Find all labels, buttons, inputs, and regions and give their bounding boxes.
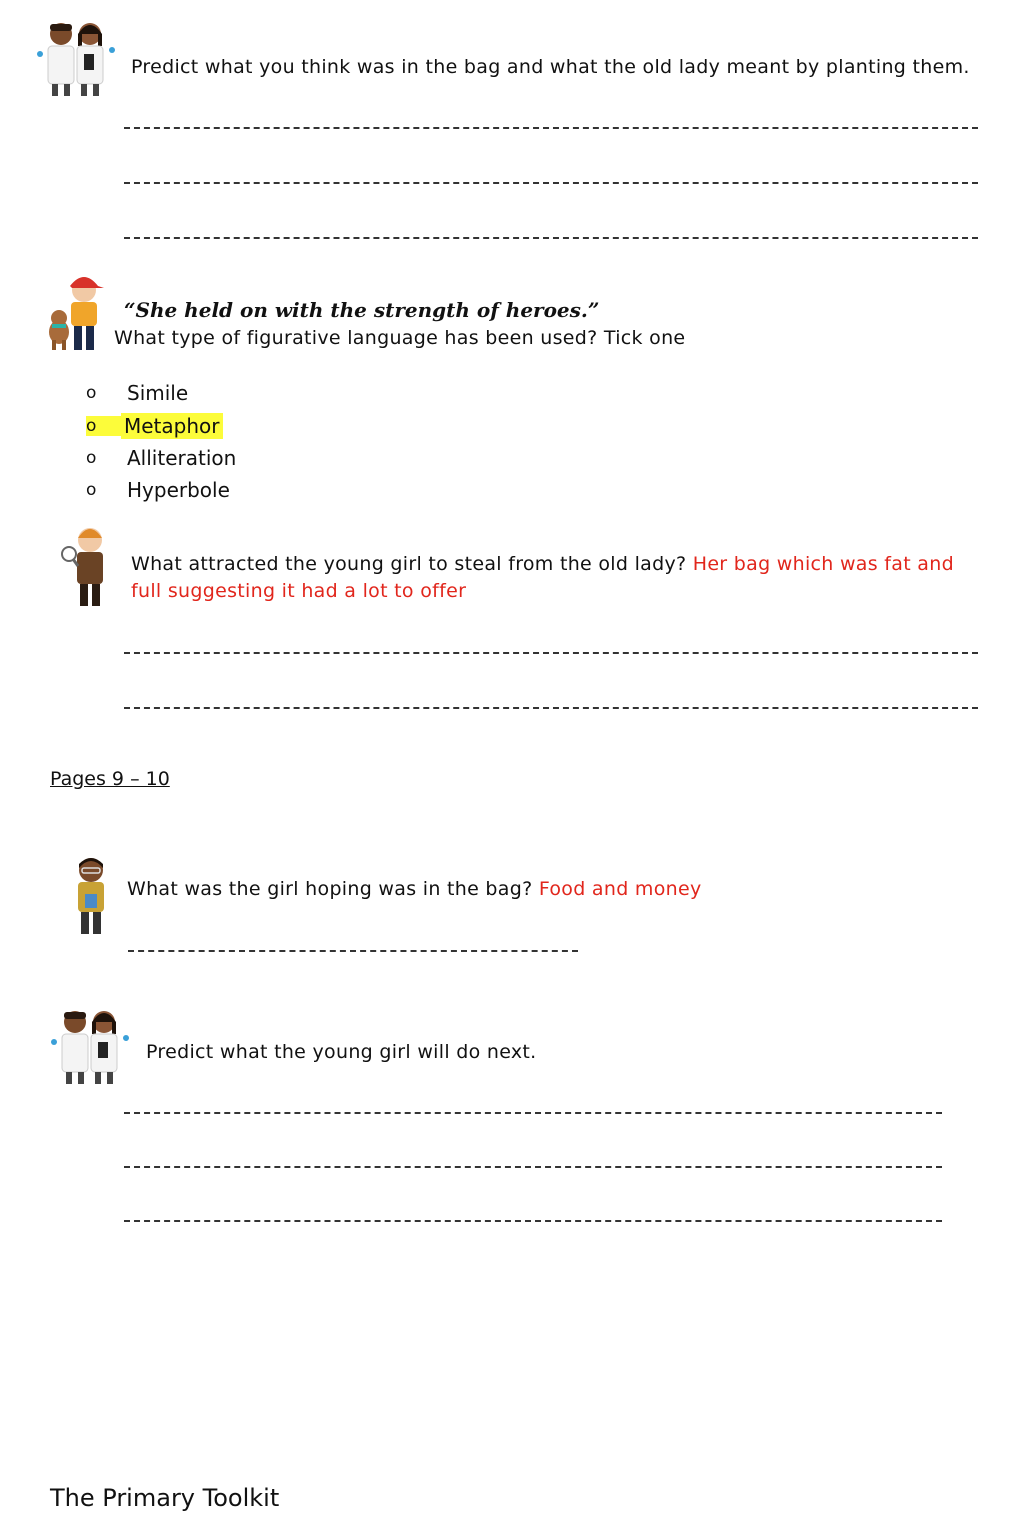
q1-question: Predict what you think was in the bag and what the old lady meant by planting them.	[131, 56, 970, 78]
q3-block	[131, 551, 976, 605]
scientists-icon	[34, 20, 120, 102]
section-heading: Pages 9 – 10	[50, 768, 170, 790]
option-metaphor[interactable]	[86, 411, 223, 441]
q4-block	[127, 876, 702, 903]
option-hyperbole[interactable]	[86, 475, 233, 505]
q3-question: What attracted the young girl to steal from the old lady?	[131, 553, 687, 575]
footer-brand: The Primary Toolkit	[50, 1484, 280, 1512]
checkbox-bullet[interactable]: o	[86, 416, 124, 436]
boy-with-dog-icon	[44, 268, 106, 354]
answer-line[interactable]	[124, 1166, 942, 1168]
answer-line[interactable]	[124, 182, 978, 184]
option-label: Simile	[127, 381, 189, 405]
option-label-highlighted: Metaphor	[121, 413, 223, 439]
option-alliteration[interactable]	[86, 443, 239, 473]
q2-question: What type of figurative language has been used? Tick one	[114, 327, 686, 349]
answer-line[interactable]	[124, 127, 978, 129]
detective-icon	[60, 522, 116, 610]
scientists-icon	[48, 1008, 134, 1090]
answer-line[interactable]	[124, 237, 978, 239]
q4-question: What was the girl hoping was in the bag?	[127, 878, 533, 900]
checkbox-bullet[interactable]: o	[86, 480, 97, 500]
q3-answer: Her bag which was fat and full suggesting it had a lot to offer	[131, 553, 954, 602]
q5-question: Predict what the young girl will do next.	[146, 1041, 537, 1063]
answer-line[interactable]	[128, 950, 578, 952]
q2-quote: “She held on with the strength of heroes.”	[124, 298, 600, 322]
answer-line[interactable]	[124, 1220, 942, 1222]
answer-line[interactable]	[124, 652, 978, 654]
option-label: Alliteration	[127, 446, 237, 470]
answer-line[interactable]	[124, 1112, 942, 1114]
option-label: Hyperbole	[127, 478, 230, 502]
answer-line[interactable]	[124, 707, 978, 709]
reader-boy-icon	[70, 852, 114, 938]
checkbox-bullet[interactable]: o	[86, 383, 97, 403]
q4-answer: Food and money	[538, 878, 702, 900]
option-simile[interactable]	[86, 378, 191, 408]
checkbox-bullet[interactable]: o	[86, 448, 97, 468]
